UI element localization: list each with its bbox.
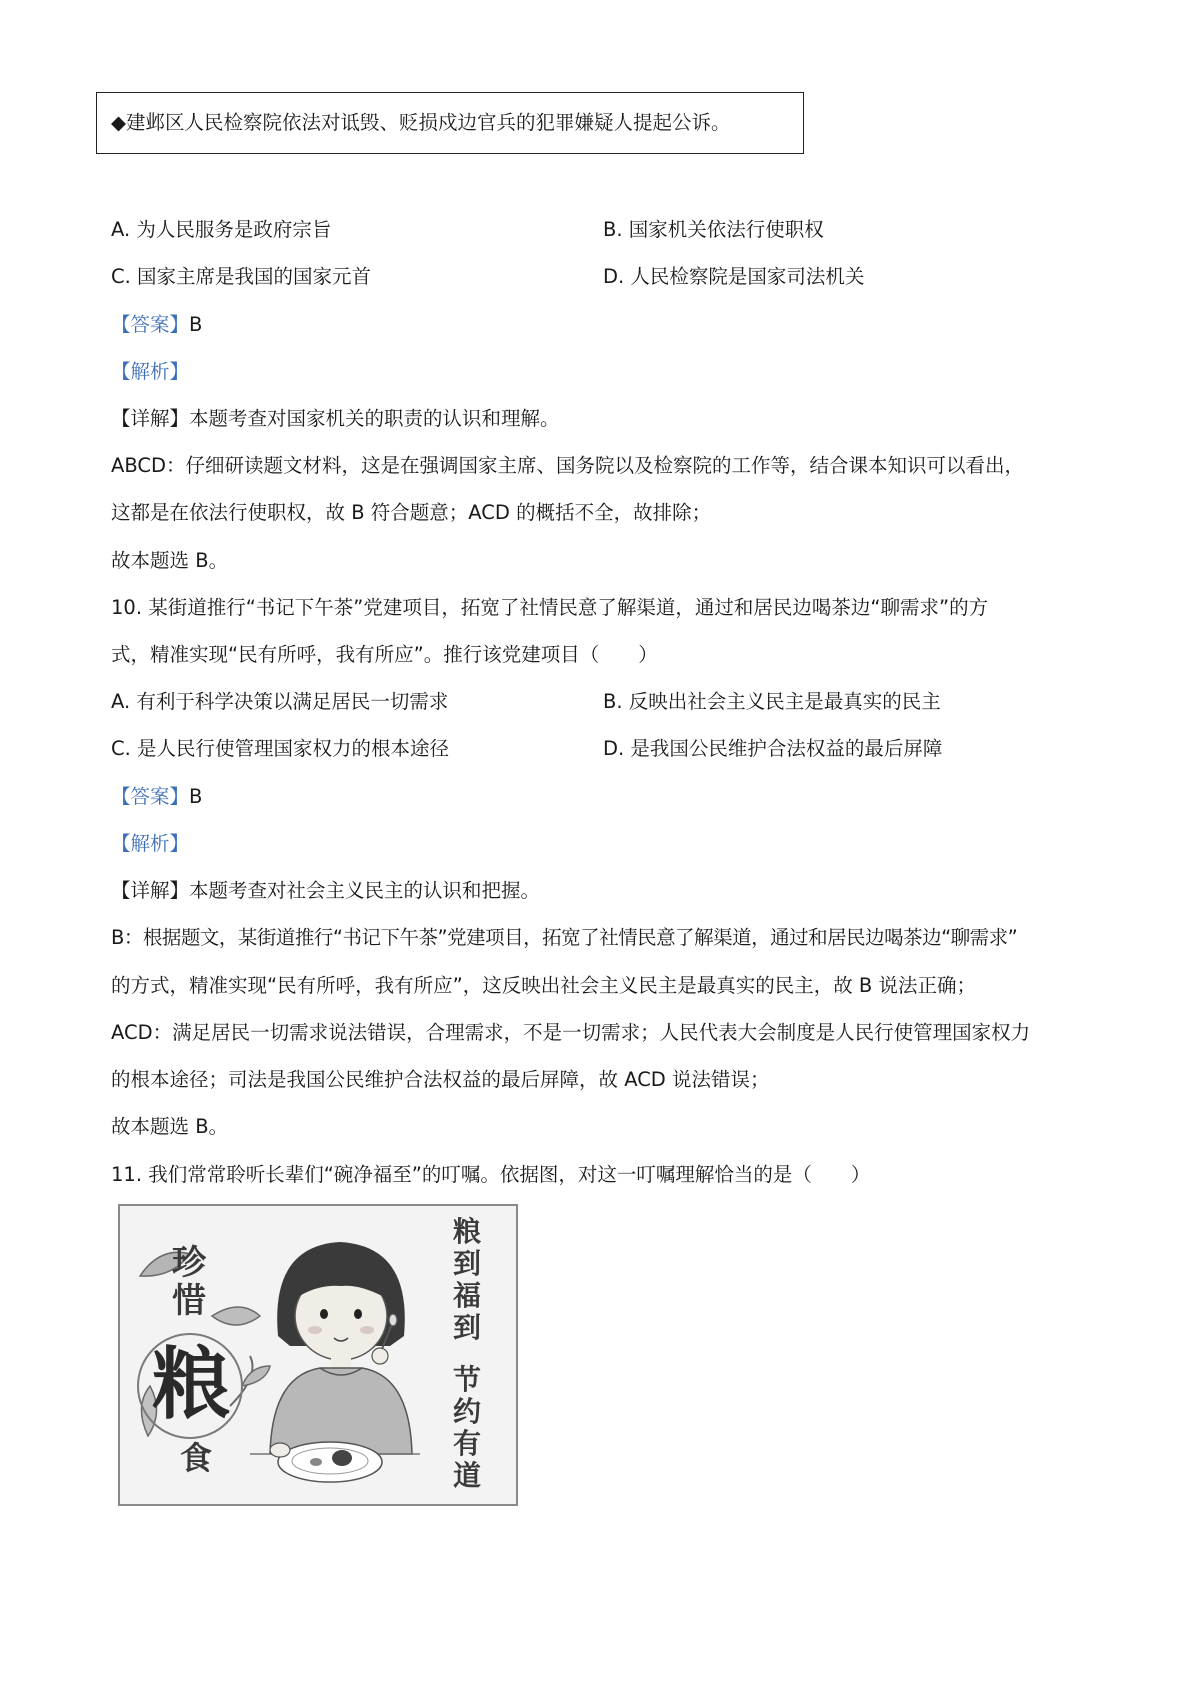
q10-explain-line-3: ACD：满足居民一切需求说法错误，合理需求，不是一切需求；人民代表大会制度是人民行使管理国家权力 [111, 1021, 1031, 1044]
q10-explain-line-1: B：根据题文，某街道推行“书记下午茶”党建项目，拓宽了社情民意了解渠道，通过和居民边喝茶边“聊需求” [111, 926, 1018, 949]
q9-option-c[interactable]: C. 国家主席是我国的国家元首 [111, 265, 372, 288]
material-text: ◆建邺区人民检察院依法对诋毁、贬损戍边官兵的犯罪嫌疑人提起公诉。 [111, 111, 731, 134]
q9-conclusion: 故本题选 B。 [111, 549, 229, 572]
q9-option-b[interactable]: B. 国家机关依法行使职权 [603, 218, 824, 241]
q9-explain-line-2: 这都是在依法行使职权，故 B 符合题意；ACD 的概括不全，故排除； [111, 501, 712, 524]
q11-stem: 11. 我们常常聆听长辈们“碗净福至”的叮嘱。依据图，对这一叮嘱理解恰当的是（ ） [111, 1163, 871, 1186]
q10-option-b[interactable]: B. 反映出社会主义民主是最真实的民主 [603, 690, 941, 713]
poster-left-top-text: 珍 惜 [172, 1243, 206, 1321]
q10-option-c[interactable]: C. 是人民行使管理国家权力的根本途径 [111, 737, 450, 760]
material-box [96, 92, 804, 154]
q10-analysis-label: 【解析】 [111, 832, 190, 855]
answer-label: 【答案】 [111, 785, 190, 808]
q10-stem-line-1: 10. 某街道推行“书记下午茶”党建项目，拓宽了社情民意了解渠道，通过和居民边喝茶边“聊需求”的方 [111, 596, 989, 619]
q10-option-d[interactable]: D. 是我国公民维护合法权益的最后屏障 [603, 737, 943, 760]
q10-option-a[interactable]: A. 有利于科学决策以满足居民一切需求 [111, 690, 449, 713]
q9-answer [111, 311, 1101, 339]
q10-answer [111, 783, 1101, 811]
poster-big-character: 粮 [152, 1339, 231, 1430]
poster-left-bottom-text: 食 [180, 1439, 213, 1477]
q10-detail: 【详解】本题考查对社会主义民主的认识和把握。 [111, 879, 541, 902]
answer-value: B [189, 785, 203, 808]
answer-label: 【答案】 [111, 313, 190, 336]
q9-analysis-label: 【解析】 [111, 360, 190, 383]
poster-figure [118, 1204, 518, 1506]
q9-option-a[interactable]: A. 为人民服务是政府宗旨 [111, 218, 332, 241]
poster-right-slogan-2: 节 约 有 道 [452, 1363, 481, 1492]
q10-explain-line-4: 的根本途径；司法是我国公民维护合法权益的最后屏障，故 ACD 说法错误； [111, 1068, 770, 1091]
q10-explain-line-2: 的方式，精准实现“民有所呼，我有所应”，这反映出社会主义民主是最真实的民主，故 B 说法正确； [111, 974, 976, 997]
q9-explain-line-1: ABCD：仔细研读题文材料，这是在强调国家主席、国务院以及检察院的工作等，结合课本知识可以看出， [111, 454, 1025, 477]
answer-value: B [189, 313, 203, 336]
poster-right-slogan-1: 粮 到 福 到 [452, 1215, 481, 1344]
q10-conclusion: 故本题选 B。 [111, 1115, 229, 1138]
q9-option-d[interactable]: D. 人民检察院是国家司法机关 [603, 265, 865, 288]
q10-stem-line-2: 式，精准实现“民有所呼，我有所应”。推行该党建项目（ ） [111, 643, 658, 666]
q9-detail: 【详解】本题考查对国家机关的职责的认识和理解。 [111, 407, 560, 430]
